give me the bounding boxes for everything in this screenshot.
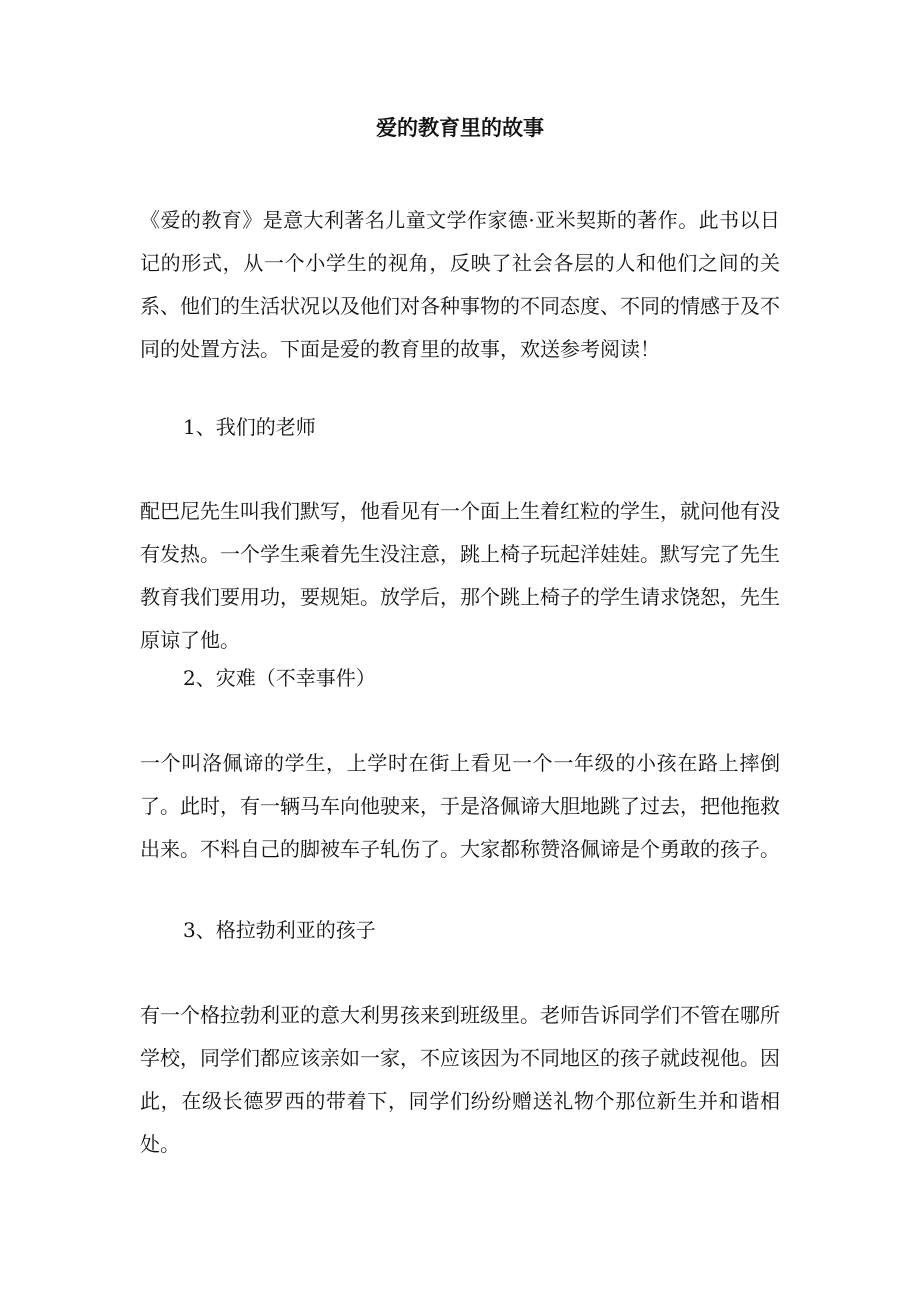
section-heading-1: 1、我们的老师 <box>183 415 316 439</box>
section-body-1: 配巴尼先生叫我们默写，他看见有一个面上生着红粒的学生，就问他有没有发热。一个学生乘着先生没注意，跳上椅子玩起洋娃娃。默写完了先生教育我们要用功，要规矩。放学后，那个跳上椅子的学生请求饶恕，先生原谅了他。 <box>140 499 780 652</box>
intro-paragraph: 《爱的教育》是意大利著名儿童文学作家德·亚米契斯的著作。此书以日记的形式，从一个小学生的视角，反映了社会各层的人和他们之间的关系、他们的生活状况以及他们对各种事物的不同态度、不同的情感于及不同的处置方法。下面是爱的教育里的故事，欢送参考阅读！ <box>140 208 780 361</box>
document-title: 爱的教育里的故事 <box>376 115 544 140</box>
section-body-3: 有一个格拉勃利亚的意大利男孩来到班级里。老师告诉同学们不管在哪所学校，同学们都应该亲如一家，不应该因为不同地区的孩子就歧视他。因此，在级长德罗西的带着下，同学们纷纷赠送礼物个那位新生并和谐相处。 <box>140 1003 780 1156</box>
section-heading-3: 3、格拉勃利亚的孩子 <box>183 918 376 942</box>
section-heading-2: 2、灾难（不幸事件） <box>183 666 376 690</box>
section-body-2: 一个叫洛佩谛的学生，上学时在街上看见一个一年级的小孩在路上摔倒了。此时，有一辆马车向他驶来，于是洛佩谛大胆地跳了过去，把他拖救出来。不料自己的脚被车子轧伤了。大家都称赞洛佩谛是个勇敢的孩子。 <box>140 751 780 861</box>
